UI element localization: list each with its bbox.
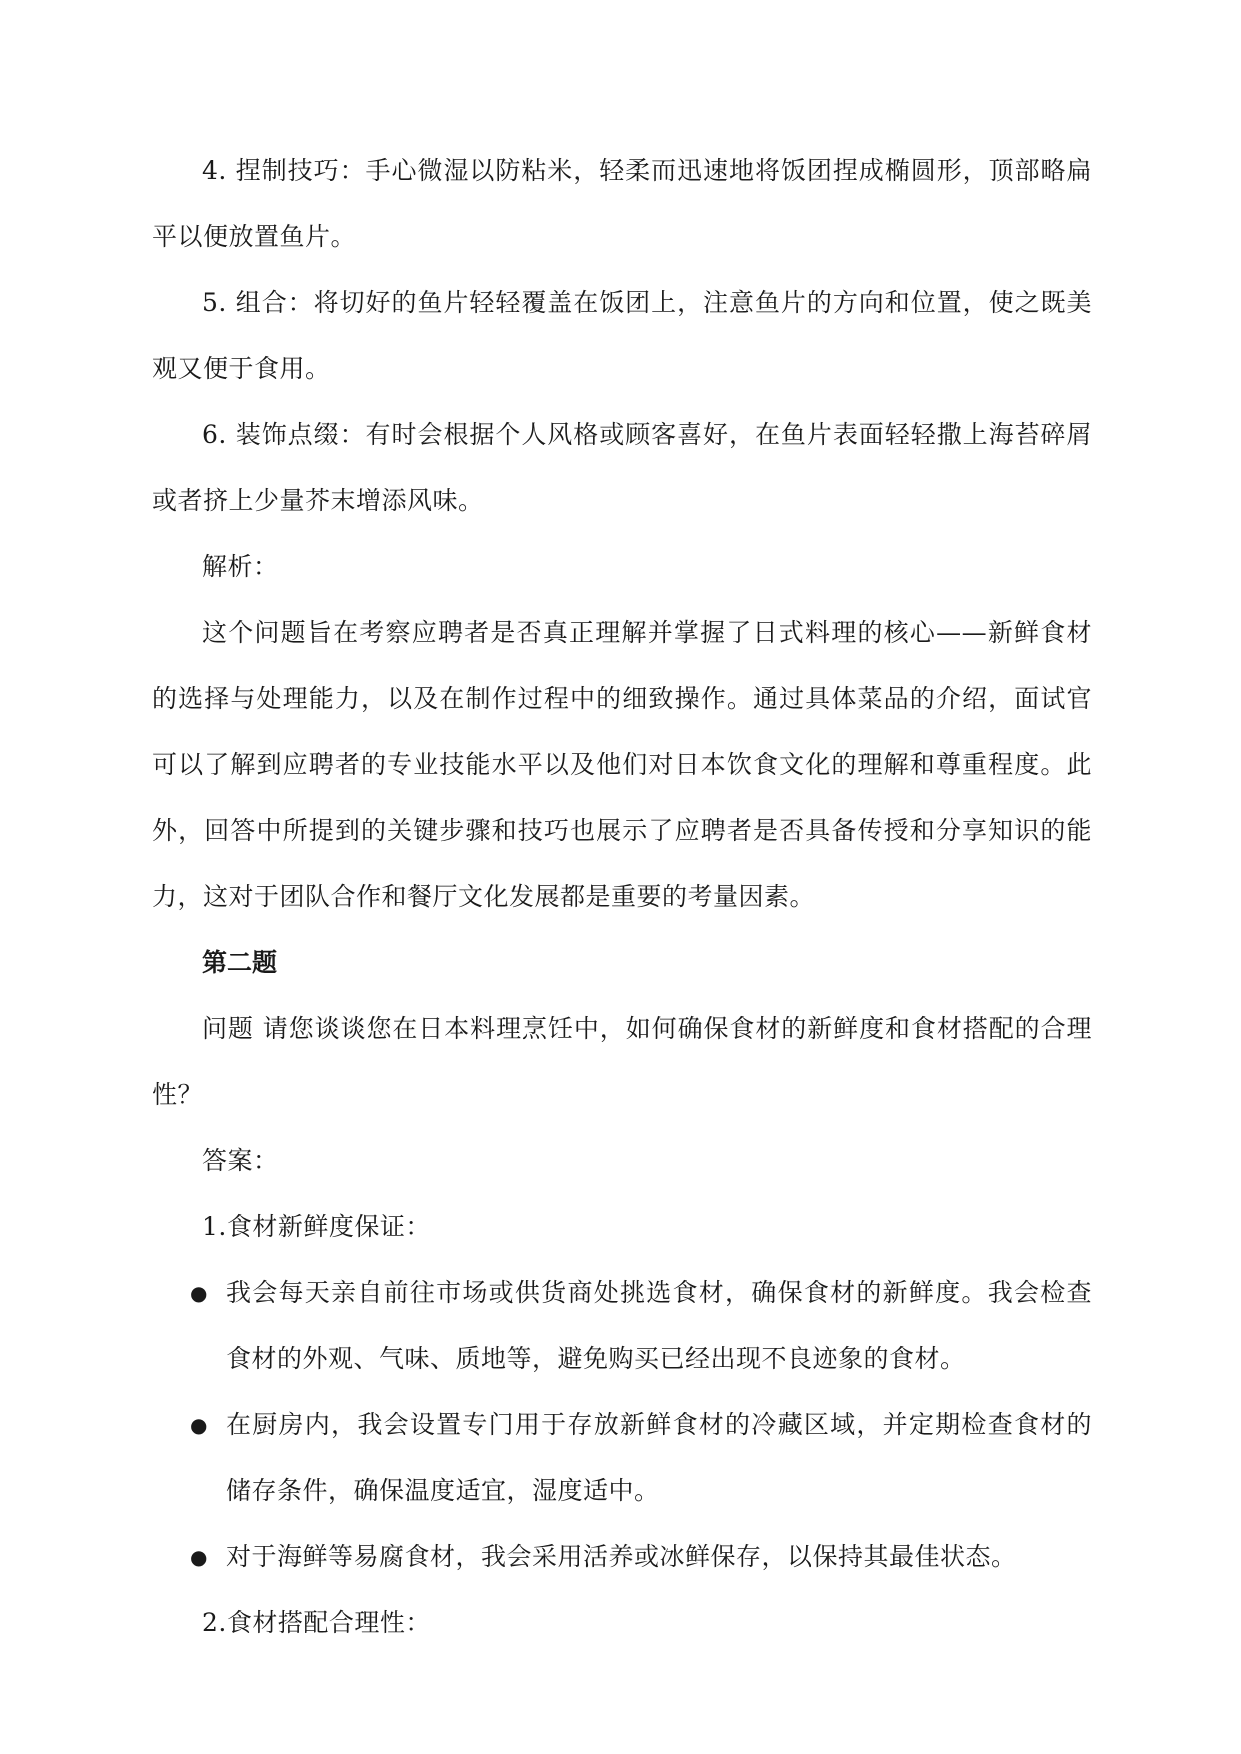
bullet-icon: ● <box>190 1281 208 1305</box>
list-item <box>152 1524 1092 1590</box>
analysis-paragraph: 这个问题旨在考察应聘者是否真正理解并掌握了日式料理的核心——新鲜食材的选择与处理能力，以及在制作过程中的细致操作。通过具体菜品的介绍，面试官可以了解到应聘者的专业技能水平以及他们对日本饮食文化的理解和尊重程度。此外，回答中所提到的关键步骤和技巧也展示了应聘者是否具备传授和分享知识的能力，这对于团队合作和餐厅文化发展都是重要的考量因素。 <box>152 618 1092 911</box>
point-2-title: 2.食材搭配合理性： <box>202 1608 431 1637</box>
freshness-bullet-list <box>152 1260 1092 1590</box>
bullet-icon: ● <box>190 1545 208 1569</box>
list-item <box>152 1392 1092 1524</box>
question-paragraph: 问题 请您谈谈您在日本料理烹饪中，如何确保食材的新鲜度和食材搭配的合理性？ <box>152 1014 1092 1109</box>
step-4-paragraph: 4. 捏制技巧：手心微湿以防粘米，轻柔而迅速地将饭团捏成椭圆形，顶部略扁平以便放置鱼片。 <box>152 156 1092 251</box>
point-1-title: 1.食材新鲜度保证： <box>202 1212 431 1241</box>
step-5-paragraph: 5. 组合：将切好的鱼片轻轻覆盖在饭团上，注意鱼片的方向和位置，使之既美观又便于食用。 <box>152 288 1092 383</box>
answer-label: 答案： <box>202 1146 279 1175</box>
bullet-text: 我会每天亲自前往市场或供货商处挑选食材，确保食材的新鲜度。我会检查食材的外观、气味、质地等，避免购买已经出现不良迹象的食材。 <box>226 1278 1092 1373</box>
document-page <box>152 138 1092 1656</box>
bullet-icon: ● <box>190 1413 208 1437</box>
analysis-label: 解析： <box>202 552 279 581</box>
bullet-text: 对于海鲜等易腐食材，我会采用活养或冰鲜保存，以保持其最佳状态。 <box>226 1542 1017 1571</box>
section-heading: 第二题 <box>202 948 278 977</box>
list-item <box>152 1260 1092 1392</box>
bullet-text: 在厨房内，我会设置专门用于存放新鲜食材的冷藏区域，并定期检查食材的储存条件，确保温度适宜，湿度适中。 <box>226 1410 1092 1505</box>
step-6-paragraph: 6. 装饰点缀：有时会根据个人风格或顾客喜好，在鱼片表面轻轻撒上海苔碎屑或者挤上少量芥末增添风味。 <box>152 420 1092 515</box>
